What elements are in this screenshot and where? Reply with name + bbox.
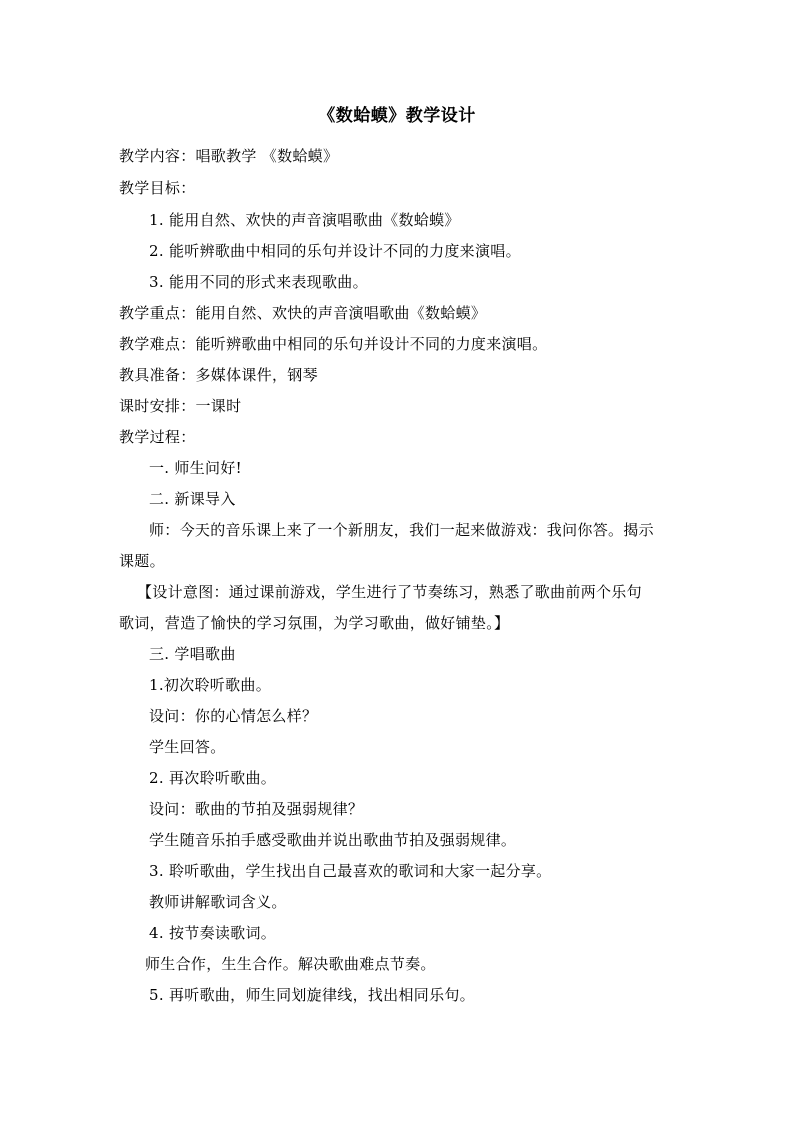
schedule-line: 课时安排：一课时 bbox=[119, 397, 242, 415]
step-1: 一. 师生问好! bbox=[149, 459, 242, 477]
design-intent-line-1: 【设计意图：通过课前游戏，学生进行了节奏练习，熟悉了歌曲前两个乐句 bbox=[137, 583, 642, 601]
answer-4: 师生合作，生生合作。解决歌曲难点节奏。 bbox=[145, 955, 436, 973]
goal-item-2: 2. 能听辨歌曲中相同的乐句并设计不同的力度来演唱。 bbox=[149, 242, 521, 260]
answer-2: 学生随音乐拍手感受歌曲并说出歌曲节拍及强弱规律。 bbox=[149, 831, 517, 849]
content-line: 教学内容：唱歌教学 《数蛤蟆》 bbox=[119, 147, 339, 165]
answer-1: 学生回答。 bbox=[149, 738, 226, 756]
step-2: 二. 新课导入 bbox=[149, 490, 236, 508]
difficulty-line: 教学难点：能听辨歌曲中相同的乐句并设计不同的力度来演唱。 bbox=[119, 335, 548, 353]
answer-3: 教师讲解歌词含义。 bbox=[149, 893, 287, 911]
step-3: 三. 学唱歌曲 bbox=[149, 645, 236, 663]
question-1: 设问：你的心情怎么样？ bbox=[149, 707, 318, 725]
question-2: 设问：歌曲的节拍及强弱规律？ bbox=[149, 800, 364, 818]
sub-step-5: 5. 再听歌曲，师生同划旋律线，找出相同乐句。 bbox=[149, 986, 475, 1004]
sub-step-1: 1.初次聆听歌曲。 bbox=[149, 676, 272, 694]
sub-step-3: 3. 聆听歌曲，学生找出自己最喜欢的歌词和大家一起分享。 bbox=[149, 862, 552, 880]
intro-line-2: 课题。 bbox=[119, 552, 165, 570]
goal-item-1: 1. 能用自然、欢快的声音演唱歌曲《数蛤蟆》 bbox=[149, 211, 460, 229]
key-point-line: 教学重点：能用自然、欢快的声音演唱歌曲《数蛤蟆》 bbox=[119, 304, 487, 322]
materials-line: 教具准备：多媒体课件，钢琴 bbox=[119, 366, 318, 384]
goals-heading: 教学目标： bbox=[119, 179, 196, 197]
process-heading: 教学过程： bbox=[119, 428, 196, 446]
intro-line-1: 师：今天的音乐课上来了一个新朋友，我们一起来做游戏：我问你答。揭示 bbox=[149, 521, 654, 539]
document-title: 《数蛤蟆》教学设计 bbox=[318, 106, 476, 126]
sub-step-2: 2. 再次聆听歌曲。 bbox=[149, 769, 277, 787]
goal-item-3: 3. 能用不同的形式来表现歌曲。 bbox=[149, 273, 368, 291]
design-intent-line-2: 歌词，营造了愉快的学习氛围，为学习歌曲，做好铺垫。】 bbox=[119, 614, 510, 632]
sub-step-4: 4. 按节奏读歌词。 bbox=[149, 924, 277, 942]
